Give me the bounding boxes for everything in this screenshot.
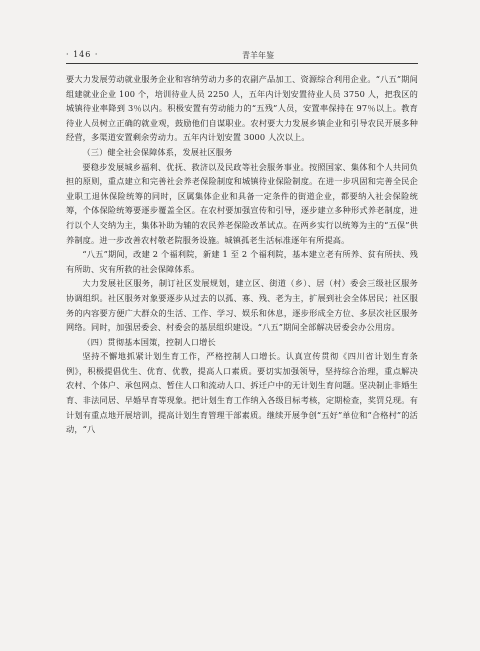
section-heading-population: （四）贯彻基本国策，控制人口增长	[82, 336, 216, 347]
section-heading-social-security: （三）健全社会保障体系，发展社区服务	[82, 146, 233, 157]
page-header	[66, 46, 418, 64]
body-text	[66, 72, 418, 437]
paragraph-family-planning: 坚持不懈地抓紧计划生育工作，严格控制人口增长。认真宣传贯彻《四川省计划生育条例》，积极提倡优生、优育、优教，提高人口素质。要切实加强领导，坚持综合治理，重点解决农村、个体户、承包网点、暂住人口和流动人口、拆迁户中的无计划生育问题。坚决制止非婚生育、非法同居、早婚早育等现象。把计划生育工作纳入各级目标考核，定期检查，奖罚兑现。有计划有重点地开展培训，提高计划生育管理干部素质。继续开展争创“五好”单位和“合格村”的活动，“八	[66, 351, 418, 435]
page-number: · 146 ·	[66, 50, 99, 59]
paragraph-welfare-homes: “八五”期间，改建 2 个福利院，新建 1 至 2 个福利院，基本建立老有所养、贫有所扶、残有所助、灾有所救的社会保障体系。	[66, 249, 418, 274]
paragraph-community-service: 大力发展社区服务，制订社区发展规划，建立区、街道（乡）、居（村）委会三级社区服务协调组织。社区服务对象要逐步从过去的以孤、寡、残、老为主，扩展到社会全体居民；社区服务的内容要方便广大群众的生活、工作、学习、娱乐和休息，逐步形成全方位、多层次社区服务网络。同时，加强居委会、村委会的基层组织建设。“八五”期间全部解决居委会办公用房。	[66, 278, 418, 333]
header-rule	[66, 63, 418, 64]
paragraph-employment-continued: 要大力发展劳动就业服务企业和容纳劳动力多的农副产品加工、资源综合利用企业。“八五”期间组建就业企业 100 个，培训待业人员 2250 人，五年内计划安置待业人员 3750 人，把我区的城镇待业率降到 3％以内。积极安置有劳动能力的“五残”人员，安置率保持在 97％以上。教育待业人员树立正确的就业观，鼓励他们自谋职业。农村要大力发展乡镇企业和引导农民开展多种经营，多渠道安置剩余劳动力。五年内计划安置 3000 人次以上。	[66, 74, 418, 143]
paragraph-welfare: 要稳步发展城乡福利、优抚、救济以及民政等社会服务事业。按照国家、集体和个人共同负担的原则，重点建立和完善社会养老保险制度和城镇待业保险制度。在进一步巩固和完善全民企业职工退休保险统筹的同时，区属集体企业和具备一定条件的街道企业，都要纳入社会保险统筹，个体保险统筹要逐步覆盖全区。在农村要加强宣传和引导，逐步建立多种形式养老制度，进行以个人交纳为主，集体补助为辅的农民养老保险改革试点。在两乡实行以统筹为主的“五保”供养制度。进一步改善农村敬老院服务设施。城镇孤老生活标准逐年有所提高。	[66, 161, 418, 245]
running-title: 青羊年鉴	[242, 51, 274, 60]
